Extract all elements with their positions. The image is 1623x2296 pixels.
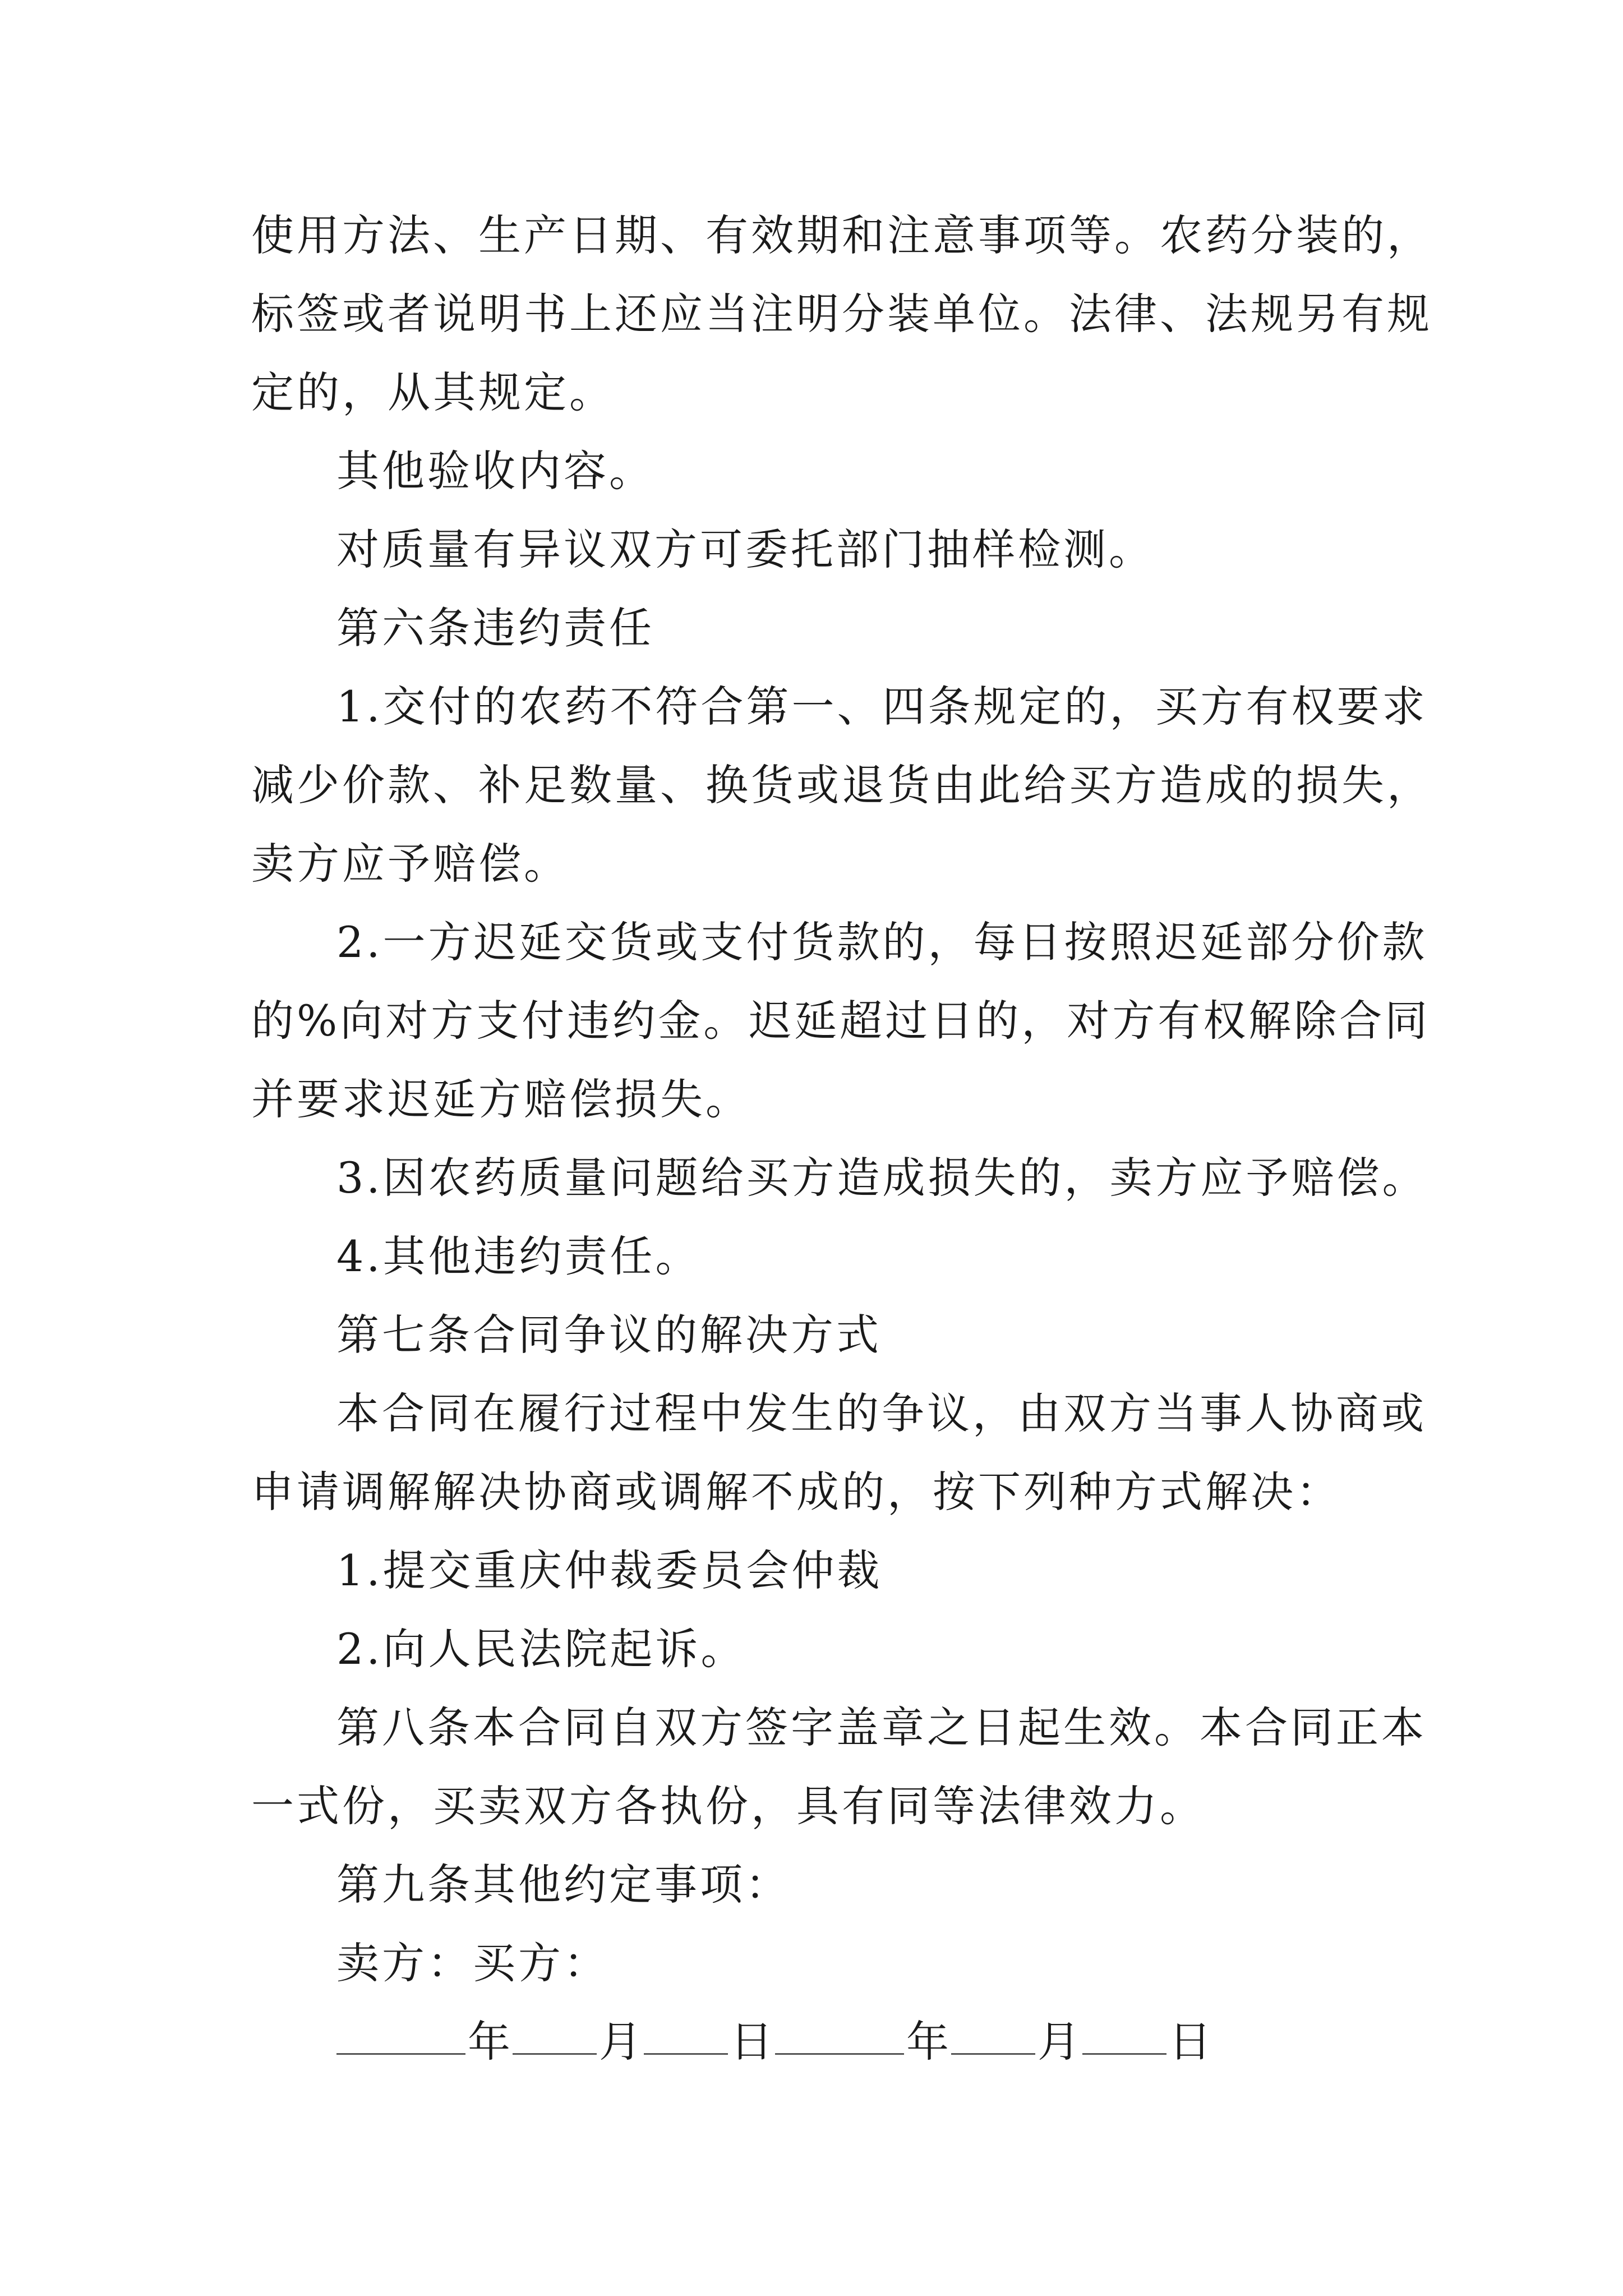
seller-month-blank <box>513 2014 597 2055</box>
seller-year-label: 年 <box>468 2017 510 2067</box>
buyer-month-label: 月 <box>1038 2017 1080 2067</box>
seller-year-blank <box>336 2014 465 2055</box>
text-line-11: 的%向对方支付违约金。迟延超过日的，对方有权解除合同 <box>251 996 1431 1046</box>
section-heading-9: 第九条其他约定事项： <box>336 1860 791 1910</box>
buyer-day-blank <box>1082 2014 1166 2055</box>
text-line-8: 减少价款、补足数量、换货或退货由此给买方造成的损失， <box>251 760 1432 810</box>
section-heading-8: 第八条本合同自双方签字盖章之日起生效。本合同正本 <box>336 1703 1427 1752</box>
text-line-10: 2.一方迟延交货或支付货款的，每日按照迟延部分价款 <box>336 917 1428 967</box>
text-line-9: 卖方应予赔偿。 <box>251 839 569 889</box>
text-line-12: 并要求迟延方赔偿损失。 <box>251 1074 751 1124</box>
text-line-5: 对质量有异议双方可委托部门抽样检测。 <box>336 524 1154 574</box>
text-line-14: 4.其他违约责任。 <box>336 1231 701 1281</box>
seller-month-label: 月 <box>599 2017 642 2067</box>
text-line-16: 本合同在履行过程中发生的争议，由双方当事人协商或 <box>336 1388 1427 1438</box>
text-line-1: 使用方法、生产日期、有效期和注意事项等。农药分装的， <box>251 210 1432 260</box>
buyer-year-label: 年 <box>906 2017 949 2067</box>
text-line-13: 3.因农药质量问题给买方造成损失的，卖方应予赔偿。 <box>336 1153 1428 1203</box>
signature-parties: 卖方：买方： <box>336 1938 609 1988</box>
text-line-7: 1.交付的农药不符合第一、四条规定的，买方有权要求 <box>336 682 1428 731</box>
text-line-19: 2.向人民法院起诉。 <box>336 1624 746 1674</box>
buyer-month-blank <box>951 2014 1035 2055</box>
seller-day-label: 日 <box>730 2017 773 2067</box>
date-line <box>336 2014 1214 2070</box>
text-line-21: 一式份，买卖双方各执份，具有同等法律效力。 <box>251 1781 1205 1831</box>
buyer-year-blank <box>775 2014 904 2055</box>
text-line-17: 申请调解解决协商或调解不成的，按下列种方式解决： <box>251 1467 1341 1517</box>
buyer-day-label: 日 <box>1169 2017 1211 2067</box>
text-line-18: 1.提交重庆仲裁委员会仲裁 <box>336 1545 883 1595</box>
seller-day-blank <box>644 2014 728 2055</box>
text-line-3: 定的，从其规定。 <box>251 367 615 417</box>
text-line-2: 标签或者说明书上还应当注明分装单位。法律、法规另有规 <box>251 289 1432 339</box>
text-line-4: 其他验收内容。 <box>336 446 654 496</box>
section-heading-7: 第七条合同争议的解决方式 <box>336 1310 882 1360</box>
section-heading-6: 第六条违约责任 <box>336 603 654 653</box>
